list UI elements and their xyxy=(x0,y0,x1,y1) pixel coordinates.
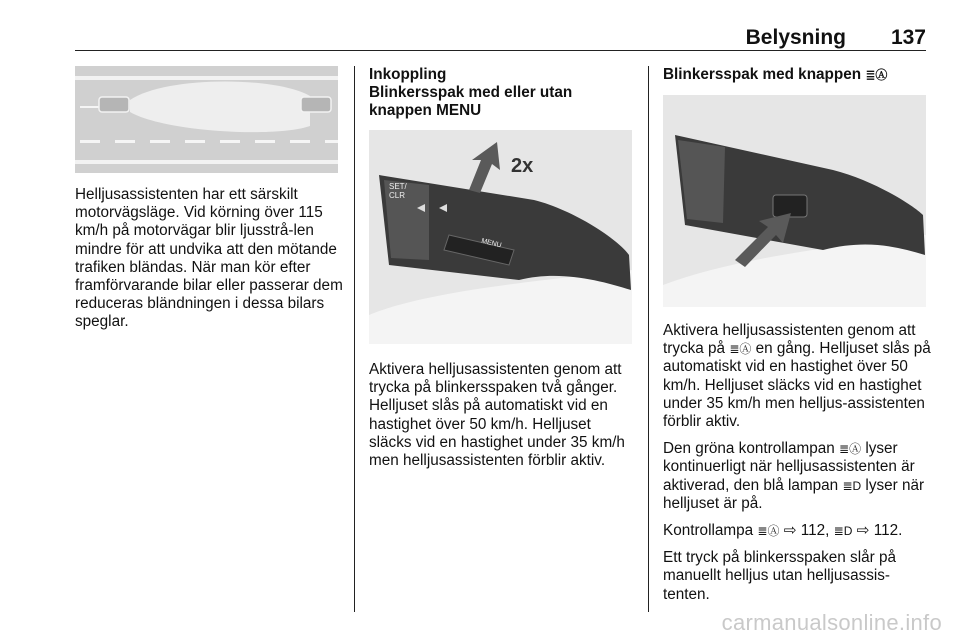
high-beam-assist-icon: ≣Ⓐ xyxy=(757,524,780,539)
stalk-button-illustration xyxy=(663,95,926,307)
high-beam-icon: ≣D xyxy=(842,478,862,493)
highway-mode-paragraph: Helljusassistenten har ett särskilt motorvägsläge. Vid körning över 115 km/h på motorvägar blir ljusstrå-len mindre för att undvika att den mötande trafiken bländas. När man kör efter framförvarande bilar eller passerar dem reduceras bländningen i dessa bilars speglar. xyxy=(75,186,343,331)
column-3-heading-block xyxy=(663,66,931,84)
high-beam-assist-icon: ≣Ⓐ xyxy=(839,442,862,457)
subheading-stalk-button: Blinkersspak med knappen ≣Ⓐ xyxy=(663,66,888,83)
menu-label: MENU xyxy=(480,237,503,250)
reference-arrow-icon[interactable]: ⇨ xyxy=(783,522,797,540)
column-divider-2 xyxy=(648,66,649,612)
high-beam-assist-icon: ≣Ⓐ xyxy=(729,342,752,357)
section-heading-activation: Inkoppling xyxy=(369,66,447,83)
high-beam-assist-icon: ≣Ⓐ xyxy=(865,68,888,82)
page-number: 137 xyxy=(890,26,926,49)
column-2-body xyxy=(369,361,637,479)
activation-paragraph: Aktivera helljusassistenten genom att trycka på blinkersspaken två gånger. Helljuset slås på automatiskt vid en hastighet över 50 km/h. Helljuset släcks vid en hastighet under 35 km/h men helljusassistenten förblir aktiv. xyxy=(369,361,625,470)
stalk-menu-illustration xyxy=(369,130,632,344)
column-1 xyxy=(75,186,343,341)
stalk-button-drawing xyxy=(663,95,926,307)
subheading-stalk-menu: Blinkersspak med eller utan knappen MENU xyxy=(369,84,573,120)
highway-illustration xyxy=(75,66,338,173)
press-count-label: 2x xyxy=(511,155,534,177)
indicator-lamp-paragraph: Den gröna kontrollampan ≣Ⓐ lyser kontinuerligt när helljusassistenten är aktiverad, den blå lampan ≣D lyser när helljuset är på. xyxy=(663,440,925,512)
clr-label: CLR xyxy=(389,191,406,200)
manual-high-beam-paragraph: Ett tryck på blinkersspaken slår på manuellt helljus utan helljusassis-tenten. xyxy=(663,549,896,603)
set-label: SET/ xyxy=(389,182,407,191)
reference-paragraph: Kontrollampa ≣Ⓐ ⇨ 112, ≣D ⇨ 112. xyxy=(663,522,903,540)
column-divider-1 xyxy=(354,66,355,612)
high-beam-icon: ≣D xyxy=(833,524,853,539)
section-title: Belysning xyxy=(745,26,846,49)
column-3-body xyxy=(663,322,931,613)
stalk-menu-drawing xyxy=(369,130,632,344)
button-activation-paragraph: Aktivera helljusassistenten genom att trycka på ≣Ⓐ en gång. Helljuset slås på automatiskt vid en hastighet över 50 km/h. Helljuset släcks vid en hastighet under 35 km/h men helljus-assistenten förblir aktiv. xyxy=(663,322,931,431)
reference-arrow-icon[interactable]: ⇨ xyxy=(856,522,870,540)
watermark: carmanualsonline.info xyxy=(721,610,942,635)
column-2-heading-block xyxy=(369,66,637,121)
page-header xyxy=(75,26,926,51)
highway-drawing xyxy=(75,66,338,173)
